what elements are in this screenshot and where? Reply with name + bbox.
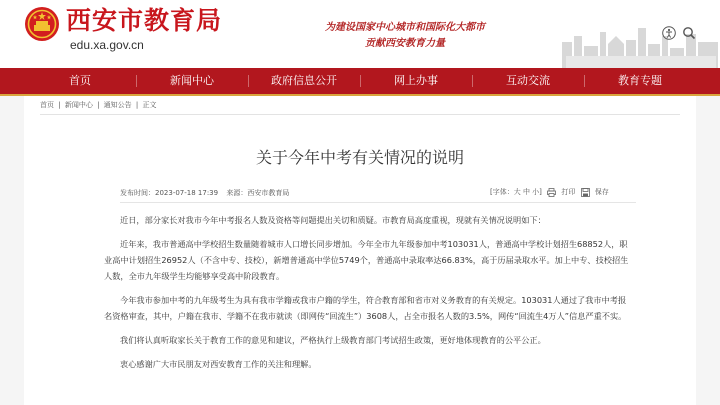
accessibility-icon[interactable] (662, 26, 676, 40)
site-header (0, 0, 720, 68)
article-title: 关于今年中考有关情况的说明 (255, 148, 464, 167)
font-size-selector[interactable]: [字体：大 中 小] (490, 188, 542, 196)
article-body (104, 212, 634, 380)
meta-divider (120, 202, 636, 203)
nav-item-home[interactable]: 首页 (69, 74, 91, 87)
breadcrumb-divider (40, 114, 680, 115)
left-margin (0, 96, 24, 405)
search-icon[interactable] (682, 26, 696, 40)
breadcrumb-home[interactable]: 首页 (40, 101, 54, 109)
breadcrumb-separator: | (58, 101, 61, 109)
site-name[interactable]: 西安市教育局 (66, 6, 223, 35)
breadcrumb-news[interactable]: 新闻中心 (64, 101, 93, 109)
right-margin (696, 96, 720, 405)
article-paragraph: 近年来，我市普通高中学校招生数量随着城市人口增长同步增加。今年全市九年级参加中考103031人，普通高中学校计划招生68852人，职业高中计划招生26952人（不含中专、技校），新增普通高中学位5749个，普通高中录取率达66.83%，高于历届录取水平。加上中专、技校招生人数，全市九年级学生均能够享受高中阶段教育。 (104, 239, 629, 281)
city-skyline-graphic (560, 6, 720, 68)
breadcrumb-notices[interactable]: 通知公告 (103, 101, 132, 109)
article-source: 来源：西安市教育局 (226, 189, 290, 197)
nav-item-topics[interactable]: 教育专题 (618, 74, 662, 87)
save-icon[interactable] (581, 188, 590, 197)
breadcrumb (40, 100, 158, 110)
print-icon[interactable] (547, 188, 556, 197)
article-paragraph: 衷心感谢广大市民朋友对西安教育工作的关注和理解。 (120, 359, 317, 369)
slogan (300, 20, 510, 52)
article-paragraph: 近日，部分家长对我市今年中考报名人数及资格等问题提出关切和质疑。市教育局高度重视，现就有关情况说明如下： (120, 215, 546, 225)
nav-item-gov-info[interactable]: 政府信息公开 (271, 74, 337, 87)
article-meta (120, 188, 295, 198)
breadcrumb-current: 正文 (142, 101, 157, 109)
nav-item-news[interactable]: 新闻中心 (170, 74, 214, 87)
print-button[interactable]: 打印 (561, 188, 576, 196)
slogan-line-1: 为建设国家中心城市和国际化大都市 (325, 22, 485, 33)
main-nav (0, 68, 720, 96)
slogan-line-2: 贡献西安教育力量 (365, 38, 445, 49)
article-tools (490, 186, 612, 198)
save-button[interactable]: 保存 (594, 188, 609, 196)
article-container (24, 96, 696, 405)
site-domain: edu.xa.gov.cn (70, 38, 144, 52)
nav-item-interaction[interactable]: 互动交流 (506, 74, 550, 87)
breadcrumb-separator: | (97, 101, 100, 109)
article-paragraph: 我们将认真听取家长关于教育工作的意见和建议，严格执行上级教育部门考试招生政策，更好地体现教育的公平公正。 (120, 335, 546, 345)
nav-item-online-services[interactable]: 网上办事 (394, 74, 438, 87)
national-emblem-icon[interactable] (24, 6, 60, 42)
publish-time: 发布时间：2023-07-18 17:39 (120, 189, 219, 197)
breadcrumb-separator: | (135, 101, 139, 109)
article-paragraph: 今年我市参加中考的九年级考生为具有我市学籍或我市户籍的学生，符合教育部和省市对义务教育的有关规定。103031人通过了我市中考报名资格审查，其中，户籍在我市、学籍不在我市就读（即网传“回流生”）3608人，占全市报名人数的3.5%，网传“回流生4万人”信息严重不实。 (104, 295, 627, 321)
